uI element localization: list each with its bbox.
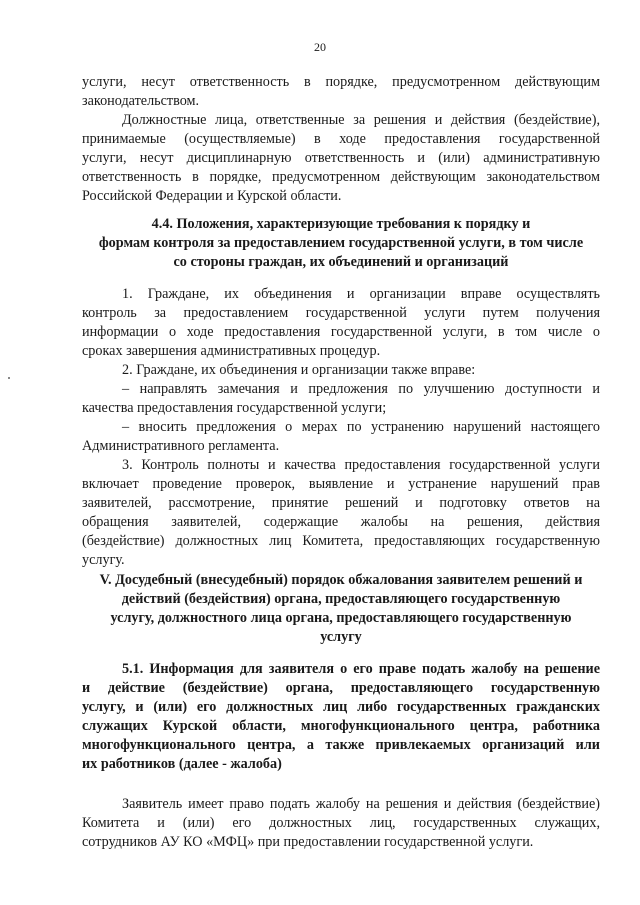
text-line: заявителей, рассмотрение, принятие решений и подготовку ответов на (82, 495, 600, 511)
section-heading-4-4 (82, 215, 600, 272)
text-line: – вносить предложения о мерах по устранению нарушений настоящего (122, 419, 600, 435)
paragraph-quality-control (82, 456, 600, 570)
text-line: (бездействие) должностных лиц Комитета, предоставляющих государственную (82, 533, 600, 549)
heading-line: служащих Курской области, многофункционального центра, работника (82, 718, 600, 734)
text-line: качества предоставления государственной услуги; (82, 400, 387, 416)
list-item-proposals (82, 418, 600, 456)
text-line: сотрудников АУ КО «МФЦ» при предоставлении государственной услуги. (82, 834, 534, 850)
heading-line: услугу, и (или) его должностных лиц либо государственных гражданских (82, 699, 600, 715)
paragraph-citizens-control (82, 285, 600, 361)
text-line: Комитета и (или) его должностных лиц, государственных служащих, (82, 815, 600, 831)
text-line: законодательством. (82, 93, 200, 109)
text-line: принимаемые (осуществляемые) в ходе предоставления государственной (82, 131, 600, 147)
paragraph-officials-responsibility (82, 111, 600, 206)
text-line: – направлять замечания и предложения по улучшению доступности и (122, 381, 600, 397)
text-line: информации о ходе предоставления государственной услуги, в том числе о (82, 324, 600, 340)
heading-line: 5.1. Информация для заявителя о его праве подать жалобу на решение (122, 661, 600, 677)
heading-line: 4.4. Положения, характеризующие требования к порядку и (151, 216, 531, 232)
text-line: 2. Граждане, их объединения и организации также вправе: (122, 362, 476, 378)
page-number: 20 (314, 40, 326, 54)
heading-line: V. Досудебный (внесудебный) порядок обжалования заявителем решений и (99, 572, 583, 588)
section-heading-5-1 (82, 660, 600, 774)
heading-line: действий (бездействия) органа, предоставляющего государственную (121, 591, 561, 607)
heading-line: многофункционального центра, а также привлекаемых организаций или (82, 737, 600, 753)
list-item-remarks (82, 380, 600, 418)
heading-line: услугу, должностного лица органа, предоставляющего государственную (110, 610, 572, 626)
text-line: услугу. (82, 552, 125, 568)
text-line: ответственность в порядке, предусмотренном действующим законодательством (82, 169, 600, 185)
text-line: 1. Граждане, их объединения и организации вправе осуществлять (122, 286, 600, 302)
text-line: обращения заявителей, содержащие жалобы на решения, действия (82, 514, 600, 530)
heading-line: со стороны граждан, их объединений и организаций (173, 254, 509, 270)
text-line: услуги, несут дисциплинарную ответственность и (или) административную (82, 150, 600, 166)
heading-line: формам контроля за предоставлением государственной услуги, в том числе (98, 235, 584, 251)
scan-speck (8, 377, 10, 379)
heading-line: их работников (далее - жалоба) (82, 756, 282, 772)
text-line: Заявитель имеет право подать жалобу на решения и действия (бездействие) (122, 796, 600, 812)
heading-line: услугу (320, 629, 362, 645)
text-line: Российской Федерации и Курской области. (82, 188, 342, 204)
text-line: контроль за предоставлением государственной услуги путем получения (82, 305, 600, 321)
section-heading-v (82, 571, 600, 647)
text-line: услуги, несут ответственность в порядке, предусмотренном действующим (82, 74, 600, 90)
paragraph-citizens-rights (82, 361, 600, 380)
paragraph-complaint-right (82, 795, 600, 852)
text-line: 3. Контроль полноты и качества предоставления государственной услуги (122, 457, 600, 473)
text-line: Административного регламента. (82, 438, 280, 454)
text-line: Должностные лица, ответственные за решения и действия (бездействие), (122, 112, 600, 128)
text-line: включает проведение проверок, выявление и устранение нарушений прав (82, 476, 600, 492)
text-line: сроках завершения административных процедур. (82, 343, 381, 359)
heading-line: и действие (бездействие) органа, предоставляющего государственную (82, 680, 600, 696)
paragraph-continuation (82, 73, 600, 111)
